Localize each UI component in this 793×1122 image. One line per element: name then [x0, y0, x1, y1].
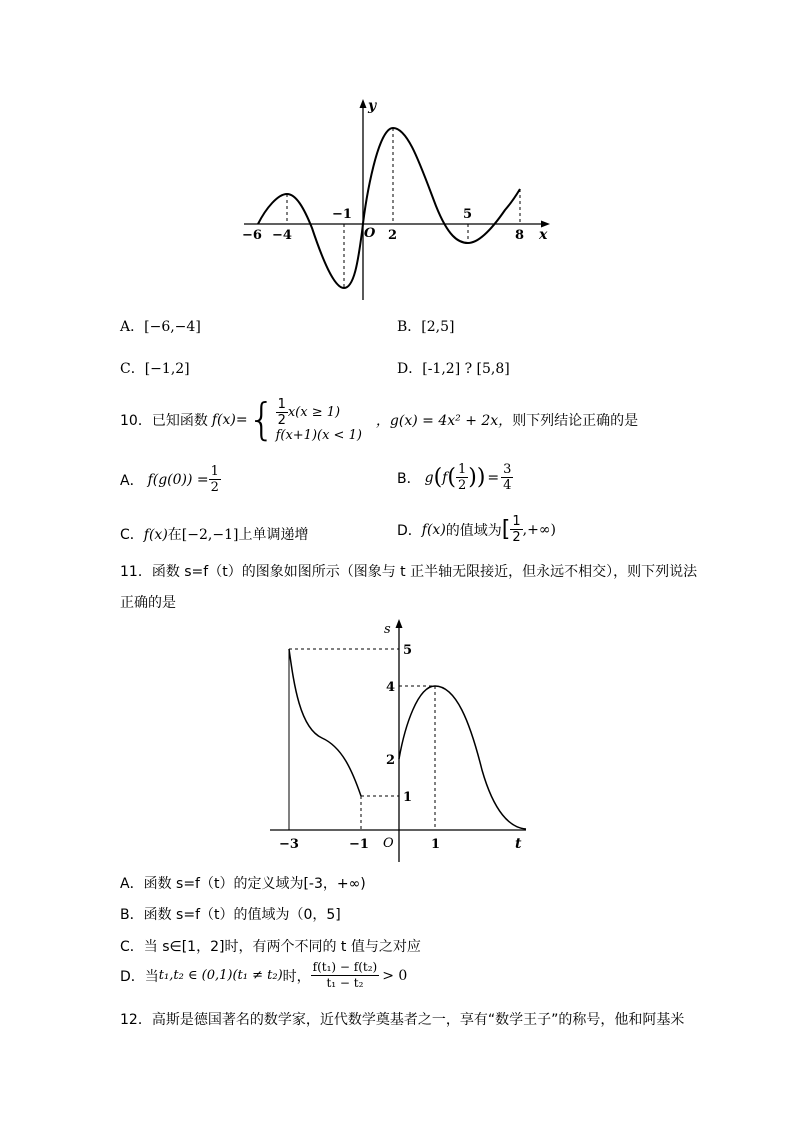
tick-label-t-neg3: −3 — [279, 837, 299, 852]
q10-f-def: f(x)= — [211, 412, 248, 428]
case-2: f(x+1)(x < 1) — [275, 428, 362, 443]
q10-option-a[interactable]: A． f(g(0)) = $\frac{1}{2}$ — [120, 464, 219, 495]
q9-option-d[interactable]: D．[-1,2] ? [5,8] — [397, 361, 510, 377]
q10-prefix: 已知函数 — [151, 413, 208, 429]
q11-option-b[interactable]: B．函数 s=f（t）的值域为（0，5] — [120, 907, 341, 923]
function-graph-2 — [262, 612, 540, 866]
tick-label-t1: 1 — [431, 837, 441, 852]
tick-label-t-neg1: −1 — [349, 837, 369, 852]
q10-option-c[interactable]: C．f(x)在[−2,−1]上单调递增 — [120, 527, 309, 543]
q9-option-b[interactable]: B．[2,5] — [397, 319, 455, 335]
tick-label-s4: 4 — [386, 680, 396, 695]
q11-option-d[interactable]: D．当 t₁,t₂ ∈ (0,1)(t₁ ≠ t₂) 时， $\frac{\text{f(t₁) − f(t₂)}}{\text{t₁ − t₂}}$ > 0 — [120, 960, 408, 990]
q12-stem-line1: 12．高斯是德国著名的数学家，近代数学奠基者之一，享有“数学王子”的称号，他和阿基米 — [120, 1012, 685, 1028]
y-label: y — [368, 98, 377, 114]
x-label: x — [539, 227, 548, 243]
function-graph-1 — [230, 95, 560, 305]
tick-label-2: 2 — [388, 228, 398, 243]
q10-option-b[interactable]: B． g ( f ( $\frac{1}{2}$ ) ) = $\frac{3}{4}$ — [397, 462, 512, 493]
piecewise-brace: { — [247, 394, 276, 445]
q11-option-c[interactable]: C．当 s∈[1，2]时，有两个不同的 t 值与之对应 — [120, 939, 421, 955]
q9-option-a[interactable]: A．[−6,−4] — [120, 319, 201, 335]
s-label: s — [384, 622, 391, 637]
tick-label-neg6: −6 — [242, 228, 262, 243]
tick-label-s5: 5 — [403, 643, 413, 658]
y-axis-arrow — [360, 99, 367, 108]
t-label: t — [515, 836, 522, 852]
q11-stem-line2: 正确的是 — [120, 595, 176, 611]
tick-label-8: 8 — [515, 228, 525, 243]
q10-number: 10． — [120, 413, 152, 429]
tick-label-s1: 1 — [403, 790, 413, 805]
q10-g-def: ，g(x) = 4x² + 2x， — [375, 413, 513, 429]
q10-stem — [120, 392, 638, 448]
case-1: $\frac{1}{2}$ x(x ≥ 1) — [277, 397, 341, 428]
origin-label: O — [383, 836, 394, 851]
s-axis-arrow — [396, 619, 403, 628]
tick-label-neg1: −1 — [332, 207, 352, 222]
tick-label-s2: 2 — [386, 753, 396, 768]
q11-option-a[interactable]: A．函数 s=f（t）的定义域为[-3，+∞) — [120, 876, 366, 892]
q9-option-c[interactable]: C．[−1,2] — [120, 361, 190, 377]
piecewise-cases — [276, 397, 362, 443]
q10-suffix: 则下列结论正确的是 — [512, 413, 639, 429]
origin-label: O — [364, 226, 376, 241]
tick-label-5: 5 — [463, 207, 473, 222]
q10-option-d[interactable]: D． f(x) 的值域为 [ $\frac{1}{2}$ ,+∞) — [397, 514, 556, 545]
curve-1 — [258, 128, 520, 288]
tick-label-neg4: −4 — [272, 228, 292, 243]
q11-stem-line1: 11．函数 s=f（t）的图象如图所示（图象与 t 正半轴无限接近，但永远不相交），则下列说法 — [120, 564, 698, 580]
curve-left — [289, 649, 361, 796]
curve-right — [399, 686, 526, 829]
